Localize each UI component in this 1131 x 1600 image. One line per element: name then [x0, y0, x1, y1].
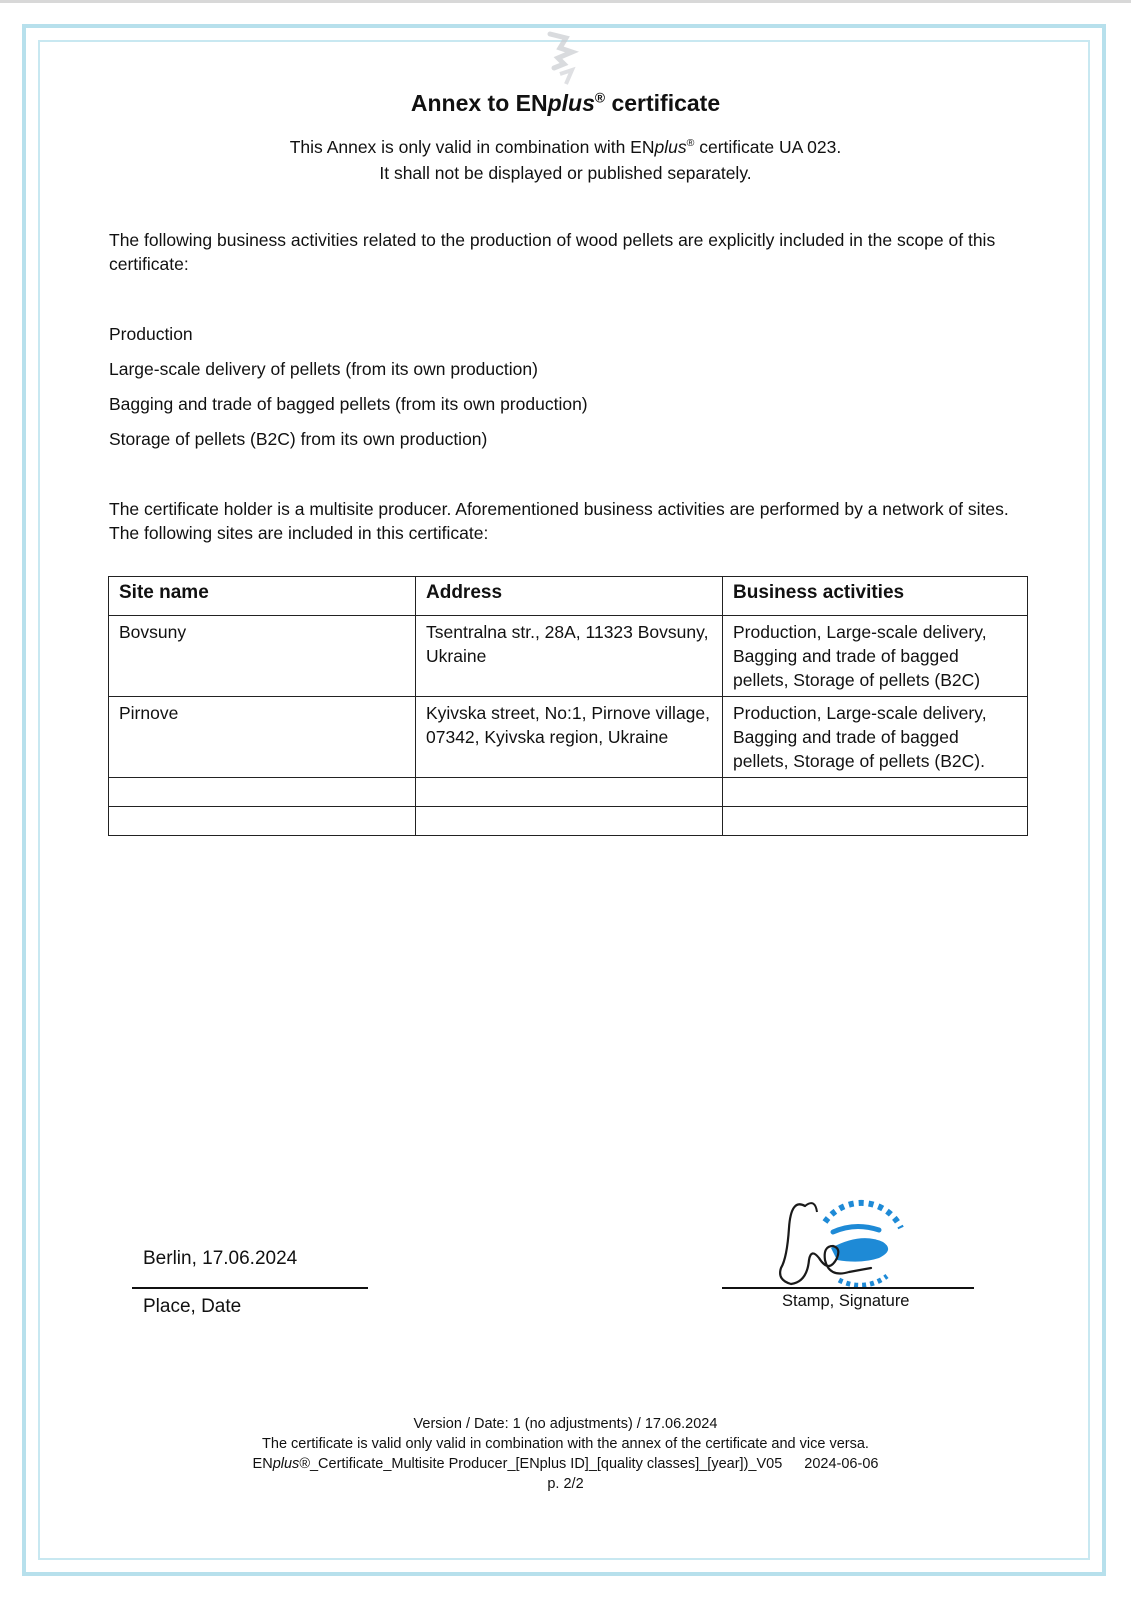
stamp-signature-label: Stamp, Signature: [782, 1292, 910, 1310]
footer-validity: The certificate is valid only valid in combination with the annex of the certificate and vice versa.: [262, 1436, 869, 1452]
activity-item: Large-scale delivery of pellets (from its own production): [109, 359, 538, 379]
place-date-label: Place, Date: [143, 1296, 242, 1317]
cell-empty: [416, 778, 723, 807]
table-row: [109, 697, 1028, 778]
footer-doc-id: [0, 1454, 1131, 1474]
footer-version: Version / Date: 1 (no adjustments) / 17.06.2024: [413, 1416, 718, 1432]
table-header-row: [109, 577, 1028, 616]
header-business-activities: Business activities: [723, 577, 1028, 616]
scope-intro: The following business activities related to the production of wood pellets are explicitly included in the scope of this certificate:: [109, 230, 996, 274]
intro-text: [0, 134, 1131, 186]
footer: [0, 1414, 1131, 1494]
page-number: p. 2/2: [547, 1476, 584, 1492]
sites-table: [108, 576, 1028, 836]
table-row-empty: [109, 778, 1028, 807]
page-title: [0, 90, 1131, 117]
activity-item: Storage of pellets (B2C) from its own production): [109, 429, 488, 449]
activity-item: Production: [109, 324, 193, 344]
footer-doc-suffix: ®_Certificate_Multisite Producer_[ENplus ID]_[quality classes]_[year])_V05: [299, 1456, 783, 1472]
place-date-value: Berlin, 17.06.2024: [143, 1248, 298, 1269]
intro-line1-suffix: certificate UA 023.: [694, 137, 842, 157]
intro-line1-prefix: This Annex is only valid in combination with EN: [289, 137, 655, 157]
activity-item: Bagging and trade of bagged pellets (from its own production): [109, 394, 588, 414]
intro-line1-reg: ®: [686, 137, 695, 150]
cell-activities: Production, Large-scale delivery, Bagging and trade of bagged pellets, Storage of pellets (B2C).: [723, 697, 1028, 778]
signature-line: [722, 1287, 974, 1289]
intro-line-2: It shall not be displayed or published separately.: [379, 163, 752, 183]
title-suffix: certificate: [605, 90, 721, 116]
cell-empty: [109, 778, 416, 807]
cell-empty: [723, 778, 1028, 807]
title-plus: plus: [547, 90, 595, 116]
footer-doc-plus: plus: [272, 1456, 300, 1472]
intro-line1-plus: plus: [654, 137, 687, 157]
footer-doc-date: 2024-06-06: [804, 1456, 879, 1472]
intro-line-1: [0, 134, 1131, 160]
cell-site: Bovsuny: [109, 616, 416, 697]
table-row-empty: [109, 807, 1028, 836]
multisite-text: The certificate holder is a multisite producer. Aforementioned business activities are performed by a network of sites. The following sites are included in this certificate:: [109, 499, 1009, 543]
cell-empty: [723, 807, 1028, 836]
cell-site: Pirnove: [109, 697, 416, 778]
footer-doc-prefix: EN: [252, 1456, 273, 1472]
place-date-line: [132, 1287, 368, 1289]
title-prefix: Annex to EN: [410, 90, 548, 116]
table-row: [109, 616, 1028, 697]
header-address: Address: [416, 577, 723, 616]
control-union-stamp-icon: [775, 1188, 925, 1298]
title-reg-mark: ®: [594, 90, 606, 106]
cell-address: Kyivska street, No:1, Pirnove village, 07342, Kyivska region, Ukraine: [416, 697, 723, 778]
cell-activities: Production, Large-scale delivery, Bagging and trade of bagged pellets, Storage of pellets (B2C): [723, 616, 1028, 697]
cell-empty: [109, 807, 416, 836]
cell-empty: [416, 807, 723, 836]
cell-address: Tsentralna str., 28A, 11323 Bovsuny, Ukraine: [416, 616, 723, 697]
header-site-name: Site name: [109, 577, 416, 616]
